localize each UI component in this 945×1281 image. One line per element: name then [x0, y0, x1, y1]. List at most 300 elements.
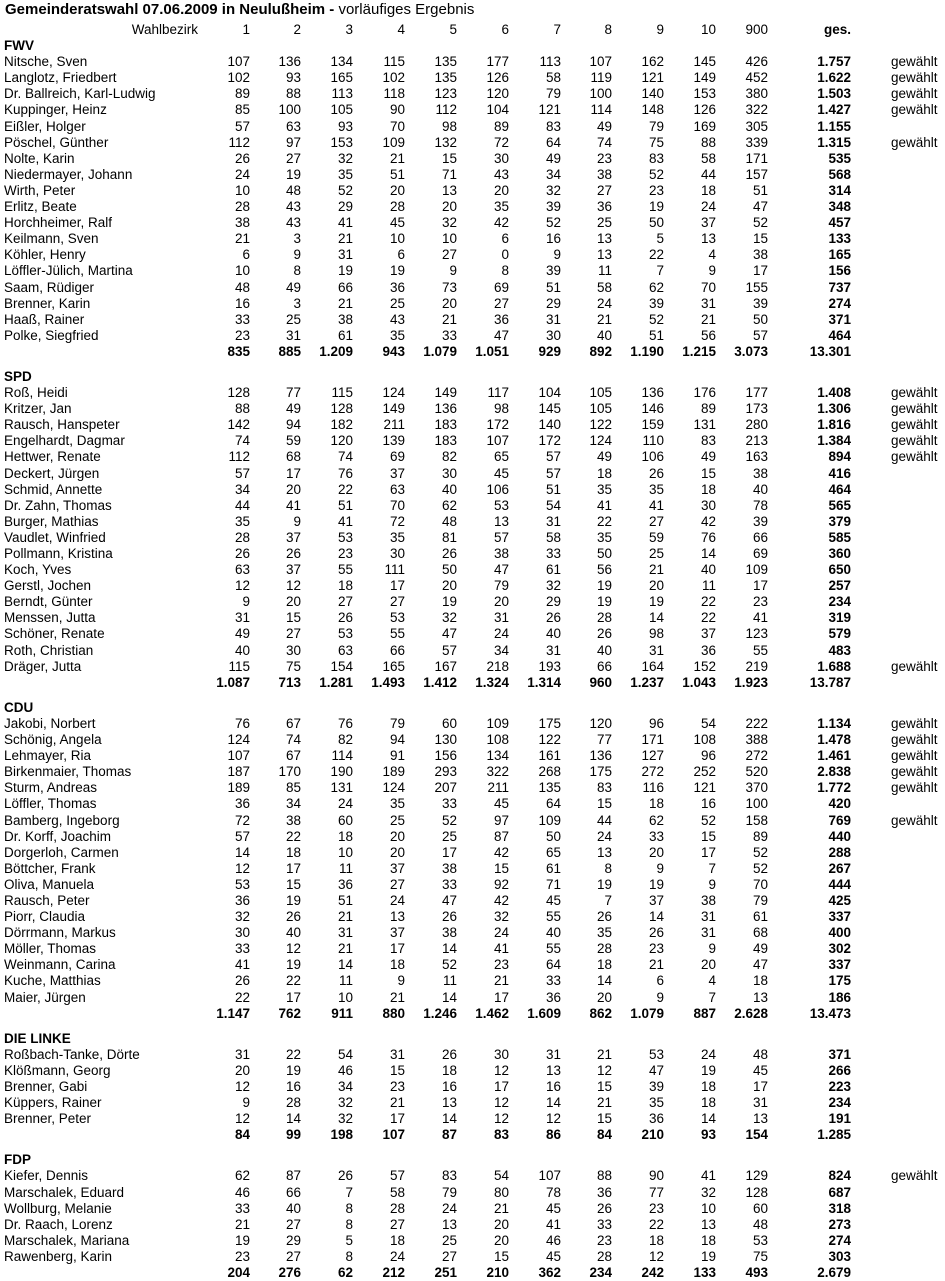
candidate-name: Lehmayer, Ria — [4, 748, 92, 764]
vote-cell: 16 — [545, 1079, 561, 1094]
vote-cell: 190 — [330, 764, 353, 780]
vote-cell: 59 — [648, 529, 664, 545]
vote-cell: 22 — [285, 973, 301, 989]
party-sum-row — [0, 344, 945, 360]
candidate-total: 416 — [828, 465, 851, 481]
candidate-name: Dr. Ballreich, Karl-Ludwig — [4, 86, 156, 102]
candidate-row — [0, 748, 945, 764]
vote-cell: 66 — [596, 658, 612, 674]
elected-mark: gewählt — [891, 1168, 938, 1184]
vote-cell: 21 — [596, 311, 612, 327]
vote-cell: 149 — [693, 70, 716, 86]
vote-cell: 108 — [693, 732, 716, 748]
vote-cell: 42 — [493, 844, 509, 860]
candidate-total: 687 — [828, 1184, 851, 1200]
elected-mark: gewählt — [891, 449, 938, 465]
elected-mark: gewählt — [891, 401, 938, 417]
vote-cell: 113 — [331, 86, 353, 102]
vote-cell: 21 — [234, 1216, 250, 1232]
vote-cell: 27 — [337, 594, 353, 610]
section-gap — [0, 1022, 945, 1031]
vote-cell: 78 — [752, 497, 768, 513]
party-sum-cell: 86 — [545, 1127, 561, 1143]
candidate-row — [0, 482, 945, 498]
elected-mark: gewählt — [891, 102, 938, 118]
candidate-total: 1.816 — [817, 417, 851, 433]
vote-cell: 19 — [337, 263, 353, 279]
vote-cell: 88 — [285, 86, 301, 102]
vote-cell: 115 — [331, 385, 353, 401]
vote-cell: 17 — [389, 1111, 405, 1127]
vote-cell: 114 — [331, 748, 353, 764]
vote-cell: 61 — [752, 909, 768, 925]
vote-cell: 15 — [441, 150, 457, 166]
vote-cell: 57 — [389, 1168, 405, 1184]
vote-cell: 20 — [389, 828, 405, 844]
vote-cell: 41 — [648, 497, 664, 513]
vote-cell: 3 — [293, 295, 301, 311]
vote-cell: 51 — [545, 481, 561, 497]
vote-cell: 124 — [382, 780, 405, 796]
party-name: FWV — [4, 38, 34, 54]
vote-cell: 22 — [234, 989, 250, 1005]
vote-cell: 15 — [596, 796, 612, 812]
party-sum-cell: 943 — [382, 343, 405, 359]
vote-cell: 100 — [589, 86, 612, 102]
candidate-total: 319 — [828, 610, 851, 626]
vote-cell: 27 — [596, 182, 612, 198]
candidate-total: 156 — [828, 263, 851, 279]
vote-cell: 13 — [389, 909, 405, 925]
vote-cell: 65 — [545, 844, 561, 860]
vote-cell: 122 — [538, 732, 561, 748]
vote-cell: 131 — [330, 780, 353, 796]
vote-cell: 59 — [285, 433, 301, 449]
vote-cell: 79 — [648, 118, 664, 134]
vote-cell: 30 — [441, 465, 457, 481]
vote-cell: 33 — [545, 973, 561, 989]
candidate-name: Horchheimer, Ralf — [4, 215, 113, 231]
vote-cell: 104 — [486, 102, 509, 118]
vote-cell: 339 — [745, 134, 768, 150]
candidate-row — [0, 1201, 945, 1217]
vote-cell: 30 — [285, 642, 301, 658]
vote-cell: 13 — [441, 1216, 457, 1232]
vote-cell: 18 — [389, 1232, 405, 1248]
section-gap — [0, 360, 945, 369]
vote-cell: 169 — [693, 118, 716, 134]
vote-cell: 12 — [493, 1095, 509, 1111]
vote-cell: 142 — [227, 417, 250, 433]
district-header: 4 — [397, 22, 405, 37]
candidate-row — [0, 578, 945, 594]
vote-cell: 41 — [596, 497, 612, 513]
vote-cell: 53 — [389, 610, 405, 626]
candidate-name: Birkenmaier, Thomas — [4, 764, 132, 780]
candidate-total: 234 — [828, 594, 851, 610]
vote-cell: 81 — [441, 529, 457, 545]
vote-cell: 31 — [752, 1095, 768, 1111]
vote-cell: 11 — [597, 263, 612, 279]
vote-cell: 35 — [389, 327, 405, 343]
vote-cell: 14 — [285, 1111, 301, 1127]
vote-cell: 31 — [700, 925, 716, 941]
vote-cell: 19 — [441, 594, 457, 610]
vote-cell: 17 — [441, 844, 457, 860]
vote-cell: 33 — [648, 828, 664, 844]
vote-cell: 28 — [596, 1248, 612, 1264]
vote-cell: 98 — [493, 401, 509, 417]
candidate-name: Engelhardt, Dagmar — [4, 433, 125, 449]
candidate-total: 1.384 — [817, 433, 851, 449]
candidate-row — [0, 643, 945, 659]
candidate-total: 371 — [828, 311, 851, 327]
vote-cell: 25 — [596, 215, 612, 231]
vote-cell: 31 — [337, 247, 353, 263]
vote-cell: 97 — [285, 134, 301, 150]
vote-cell: 18 — [389, 957, 405, 973]
vote-cell: 213 — [745, 433, 768, 449]
vote-cell: 35 — [389, 796, 405, 812]
vote-cell: 112 — [228, 449, 250, 465]
vote-cell: 12 — [234, 1079, 250, 1094]
vote-cell: 24 — [596, 828, 612, 844]
vote-cell: 109 — [382, 134, 405, 150]
candidate-total: 425 — [828, 892, 851, 908]
vote-cell: 66 — [752, 529, 768, 545]
vote-cell: 36 — [700, 642, 716, 658]
candidate-total: 1.757 — [817, 54, 851, 70]
candidate-total: 267 — [828, 860, 851, 876]
vote-cell: 58 — [700, 150, 716, 166]
vote-cell: 89 — [700, 401, 716, 417]
candidate-row — [0, 296, 945, 312]
vote-cell: 22 — [596, 513, 612, 529]
candidate-name: Weinmann, Carina — [4, 957, 116, 973]
vote-cell: 13 — [752, 989, 768, 1005]
vote-cell: 109 — [538, 812, 561, 828]
vote-cell: 100 — [745, 796, 768, 812]
vote-cell: 18 — [700, 481, 716, 497]
vote-cell: 176 — [693, 385, 716, 401]
party-sum-cell: 204 — [227, 1265, 250, 1281]
vote-cell: 146 — [641, 401, 664, 417]
vote-cell: 52 — [700, 812, 716, 828]
candidate-row — [0, 925, 945, 941]
vote-cell: 69 — [752, 546, 768, 561]
candidate-total: 266 — [828, 1062, 851, 1078]
vote-cell: 19 — [596, 876, 612, 892]
candidate-row — [0, 610, 945, 626]
vote-cell: 66 — [389, 642, 405, 658]
vote-cell: 47 — [752, 199, 768, 215]
vote-cell: 61 — [545, 860, 561, 876]
candidate-name: Möller, Thomas — [4, 941, 97, 957]
candidate-row — [0, 732, 945, 748]
candidate-name: Kiefer, Dennis — [4, 1168, 89, 1184]
vote-cell: 136 — [641, 385, 664, 401]
party-heading — [0, 700, 945, 716]
vote-cell: 39 — [545, 199, 561, 215]
vote-cell: 29 — [545, 594, 561, 610]
candidate-row — [0, 135, 945, 151]
vote-cell: 40 — [234, 642, 250, 658]
vote-cell: 7 — [708, 989, 716, 1005]
party-sum-cell: 210 — [641, 1127, 664, 1143]
vote-cell: 51 — [337, 892, 353, 908]
vote-cell: 19 — [596, 594, 612, 610]
party-sum-cell: 1.609 — [527, 1005, 561, 1021]
vote-cell: 15 — [285, 610, 301, 626]
vote-cell: 32 — [337, 150, 353, 166]
vote-cell: 31 — [700, 909, 716, 925]
vote-cell: 15 — [493, 860, 509, 876]
candidate-total: 444 — [828, 876, 851, 892]
candidate-name: Dr. Zahn, Thomas — [4, 497, 112, 513]
vote-cell: 31 — [545, 513, 561, 529]
vote-cell: 40 — [545, 626, 561, 642]
vote-cell: 15 — [700, 828, 716, 844]
candidate-total: 420 — [828, 796, 851, 812]
candidate-total: 337 — [828, 909, 851, 925]
vote-cell: 171 — [745, 150, 768, 166]
candidate-name: Klößmann, Georg — [4, 1062, 111, 1078]
vote-cell: 23 — [493, 957, 509, 973]
vote-cell: 31 — [337, 925, 353, 941]
candidate-row — [0, 466, 945, 482]
vote-cell: 16 — [545, 231, 561, 247]
vote-cell: 41 — [337, 513, 353, 529]
elected-mark: gewählt — [891, 764, 938, 780]
vote-cell: 19 — [285, 166, 301, 182]
vote-cell: 76 — [337, 465, 353, 481]
vote-cell: 94 — [285, 417, 301, 433]
vote-cell: 7 — [708, 860, 716, 876]
vote-cell: 41 — [545, 1216, 561, 1232]
vote-cell: 52 — [441, 957, 457, 973]
candidate-name: Schönig, Angela — [4, 732, 102, 748]
candidate-row — [0, 498, 945, 514]
vote-cell: 52 — [752, 215, 768, 231]
vote-cell: 35 — [648, 481, 664, 497]
vote-cell: 111 — [384, 562, 405, 578]
party-sum-cell: 1.147 — [216, 1005, 250, 1021]
vote-cell: 136 — [278, 54, 301, 70]
vote-cell: 27 — [493, 295, 509, 311]
vote-cell: 30 — [700, 497, 716, 513]
vote-cell: 21 — [389, 1095, 405, 1111]
party-sum-cell: 1.237 — [630, 674, 664, 690]
vote-cell: 35 — [648, 1095, 664, 1111]
party-name: FDP — [4, 1152, 31, 1168]
vote-cell: 106 — [486, 481, 509, 497]
vote-cell: 11 — [442, 973, 457, 989]
vote-cell: 54 — [493, 1168, 509, 1184]
vote-cell: 16 — [285, 1079, 301, 1094]
vote-cell: 21 — [337, 909, 353, 925]
vote-cell: 23 — [234, 1248, 250, 1264]
vote-cell: 46 — [545, 1232, 561, 1248]
vote-cell: 520 — [745, 764, 768, 780]
candidate-name: Löffler-Jülich, Martina — [4, 263, 133, 279]
vote-cell: 38 — [596, 166, 612, 182]
vote-cell: 57 — [545, 465, 561, 481]
candidate-name: Maier, Jürgen — [4, 989, 86, 1005]
candidate-row — [0, 167, 945, 183]
vote-cell: 167 — [434, 658, 457, 674]
vote-cell: 109 — [745, 562, 768, 578]
vote-cell: 35 — [493, 199, 509, 215]
party-heading — [0, 1152, 945, 1168]
party-sum-cell: 960 — [589, 674, 612, 690]
vote-cell: 156 — [434, 748, 457, 764]
vote-cell: 21 — [648, 957, 664, 973]
vote-cell: 25 — [389, 812, 405, 828]
vote-cell: 18 — [700, 1232, 716, 1248]
vote-cell: 21 — [337, 231, 353, 247]
vote-cell: 20 — [648, 578, 664, 594]
vote-cell: 80 — [493, 1184, 509, 1200]
vote-cell: 98 — [648, 626, 664, 642]
vote-cell: 105 — [589, 401, 612, 417]
vote-cell: 17 — [752, 1079, 768, 1094]
vote-cell: 31 — [234, 610, 250, 626]
vote-cell: 16 — [700, 796, 716, 812]
vote-cell: 40 — [285, 1200, 301, 1216]
vote-cell: 53 — [337, 529, 353, 545]
vote-cell: 49 — [700, 449, 716, 465]
vote-cell: 107 — [227, 54, 250, 70]
candidate-row — [0, 1111, 945, 1127]
vote-cell: 33 — [441, 876, 457, 892]
vote-cell: 45 — [493, 465, 509, 481]
vote-cell: 9 — [449, 263, 457, 279]
vote-cell: 51 — [389, 166, 405, 182]
vote-cell: 17 — [493, 1079, 509, 1094]
candidate-total: 440 — [828, 828, 851, 844]
vote-cell: 30 — [493, 1046, 509, 1062]
vote-cell: 23 — [596, 150, 612, 166]
vote-cell: 11 — [338, 973, 353, 989]
vote-cell: 121 — [641, 70, 664, 86]
vote-cell: 63 — [285, 118, 301, 134]
candidate-row — [0, 151, 945, 167]
candidate-name: Böttcher, Frank — [4, 860, 96, 876]
candidate-name: Marschalek, Eduard — [4, 1184, 125, 1200]
elected-mark: gewählt — [891, 134, 938, 150]
vote-cell: 49 — [285, 279, 301, 295]
vote-cell: 21 — [337, 295, 353, 311]
vote-cell: 40 — [700, 562, 716, 578]
vote-cell: 26 — [545, 610, 561, 626]
vote-cell: 53 — [752, 1232, 768, 1248]
vote-cell: 149 — [434, 385, 457, 401]
vote-cell: 28 — [596, 610, 612, 626]
results-table — [0, 22, 945, 1281]
vote-cell: 102 — [382, 70, 405, 86]
candidate-row — [0, 716, 945, 732]
candidate-row — [0, 215, 945, 231]
vote-cell: 113 — [539, 54, 561, 70]
vote-cell: 157 — [745, 166, 768, 182]
vote-cell: 71 — [545, 876, 561, 892]
vote-cell: 38 — [234, 215, 250, 231]
vote-cell: 30 — [389, 546, 405, 561]
vote-cell: 25 — [285, 311, 301, 327]
vote-cell: 36 — [648, 1111, 664, 1127]
vote-cell: 19 — [648, 876, 664, 892]
candidate-row — [0, 829, 945, 845]
vote-cell: 24 — [234, 166, 250, 182]
vote-cell: 145 — [538, 401, 561, 417]
vote-cell: 132 — [434, 134, 457, 150]
vote-cell: 14 — [234, 844, 250, 860]
vote-cell: 182 — [330, 417, 353, 433]
candidate-total: 302 — [828, 941, 851, 957]
vote-cell: 45 — [752, 1062, 768, 1078]
vote-cell: 35 — [596, 481, 612, 497]
candidate-name: Kuppinger, Heinz — [4, 102, 107, 118]
vote-cell: 57 — [545, 449, 561, 465]
party-sum-cell: 885 — [278, 343, 301, 359]
vote-cell: 53 — [337, 626, 353, 642]
vote-cell: 38 — [337, 311, 353, 327]
vote-cell: 55 — [752, 642, 768, 658]
candidate-name: Brenner, Peter — [4, 1111, 92, 1127]
vote-cell: 47 — [493, 327, 509, 343]
vote-cell: 58 — [545, 70, 561, 86]
vote-cell: 88 — [234, 401, 250, 417]
vote-cell: 39 — [752, 513, 768, 529]
vote-cell: 42 — [493, 892, 509, 908]
party-sum-cell: 1.215 — [682, 343, 716, 359]
vote-cell: 211 — [383, 417, 405, 433]
vote-cell: 18 — [648, 796, 664, 812]
vote-cell: 92 — [493, 876, 509, 892]
candidate-row — [0, 263, 945, 279]
candidate-name: Saam, Rüdiger — [4, 279, 95, 295]
vote-cell: 60 — [337, 812, 353, 828]
vote-cell: 19 — [389, 263, 405, 279]
vote-cell: 19 — [285, 892, 301, 908]
vote-cell: 91 — [389, 748, 405, 764]
vote-cell: 126 — [486, 70, 509, 86]
vote-cell: 18 — [700, 1095, 716, 1111]
candidate-row — [0, 183, 945, 199]
vote-cell: 37 — [389, 860, 405, 876]
candidate-name: Eißler, Holger — [4, 118, 86, 134]
candidate-name: Langlotz, Friedbert — [4, 70, 117, 86]
vote-cell: 57 — [441, 642, 457, 658]
vote-cell: 131 — [693, 417, 716, 433]
vote-cell: 33 — [441, 327, 457, 343]
vote-cell: 148 — [641, 102, 664, 118]
vote-cell: 70 — [752, 876, 768, 892]
vote-cell: 10 — [337, 844, 353, 860]
candidate-name: Roß, Heidi — [4, 385, 68, 401]
candidate-total: 464 — [828, 481, 851, 497]
vote-cell: 193 — [538, 658, 561, 674]
vote-cell: 58 — [596, 279, 612, 295]
vote-cell: 20 — [493, 182, 509, 198]
candidate-name: Burger, Mathias — [4, 513, 99, 529]
candidate-row — [0, 1185, 945, 1201]
vote-cell: 105 — [330, 102, 353, 118]
vote-cell: 38 — [752, 465, 768, 481]
vote-cell: 36 — [493, 311, 509, 327]
vote-cell: 40 — [545, 925, 561, 941]
vote-cell: 49 — [596, 118, 612, 134]
